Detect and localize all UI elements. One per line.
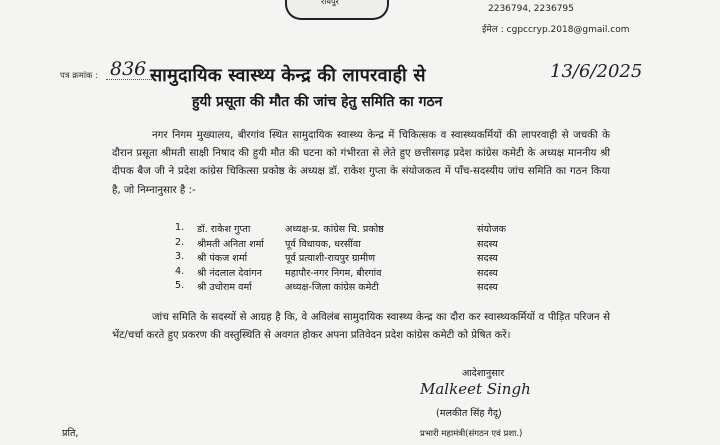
order-text: आदेशानुसार [462,368,505,379]
member-designation: पूर्व विधायक, धरसींवा [285,238,361,250]
member-row [165,280,565,295]
member-role: संयोजक [477,224,507,235]
body-paragraph-2: जांच समिति के सदस्यों से आग्रह है कि, वे अविलंब सामुदायिक स्वास्थ्य केन्द्र का दौरा कर स्वास्थ्यकर्मियों व पीड़ित परिजन से भेंट/चर्चा करते हुए प्रकरण की वस्तुस्थिति से अवगत होकर अपना प्रतिवेदन प्रदेश कांग्रेस कमेटी को प्रेषित करें। [112,312,610,342]
letter-title-line2: हुयी प्रसूता की मौत की जांच हेतु समिति का गठन [192,94,443,110]
member-number: 2. [175,236,185,248]
email-address: ईमेल : cgpccryp.2018@gmail.com [482,25,630,35]
member-role: सदस्य [477,238,498,250]
party-seal [285,0,389,20]
signatory-designation: प्रभारी महामंत्री(संगठन एवं प्रशा.) [420,429,523,439]
member-row [165,222,565,237]
letter-number-value: 836 [110,58,147,80]
member-name: श्री पंकज शर्मा [197,253,248,264]
member-role: सदस्य [477,253,498,264]
letter-number-label: पत्र क्रमांक : [60,71,99,81]
member-name: श्री नंदलाल देवांगन [197,267,262,279]
member-row [165,237,565,252]
member-number: 5. [175,280,185,291]
member-designation: अध्यक्ष-प्र. कांग्रेस चि. प्रकोष्ठ [285,224,384,235]
letter-number-underline [106,79,154,80]
handwritten-signature: Malkeet Singh [420,380,531,398]
body-paragraph-1: नगर निगम मुख्यालय, बीरगांव स्थित सामुदायिक स्वास्थ्य केन्द्र में चिकित्सक व स्वास्थ्यकर्मियों की लापरवाही से जचकी के दौरान प्रसूता श्रीमती साक्षी निषाद की हुयी मौत की घटना को गंभीरता से लेते हुए छत्तीसगढ़ प्रदेश कांग्रेस कमेटी के अध्यक्ष माननीय श्री दीपक बैज जी ने प्रदेश कांग्रेस चिकित्सा प्रकोष्ठ के अध्यक्ष डॉ. राकेश गुप्ता के संयोजकत्व में पाँच-सदस्यीय जांच समिति का गठन किया है, जो निम्नानुसार है :- [112,130,610,196]
member-number: 3. [175,251,185,262]
member-role: सदस्य [477,282,498,293]
member-designation: अध्यक्ष-जिला कांग्रेस कमेटी [285,282,379,293]
member-row [165,266,565,281]
signatory-name: (मलकीत सिंह गैदू) [436,408,502,419]
member-name: श्री उधोराम वर्मा [197,282,252,293]
member-row [165,251,565,266]
seal-text: रायपुर [321,0,339,6]
member-role: सदस्य [477,267,498,279]
letter-title-line1: सामुदायिक स्वास्थ्य केन्द्र की लापरवाही से [150,65,426,86]
phone-numbers: 2236794, 2236795 [488,4,574,14]
member-designation: पूर्व प्रत्याशी-रायपुर ग्रामीण [285,253,376,264]
letter-date-value: 13/6/2025 [550,61,643,82]
member-number: 4. [175,265,185,277]
member-designation: महापौर-नगर निगम, बीरगांव [285,267,382,279]
member-name: श्रीमती अनिता शर्मा [197,238,264,250]
committee-members-list [165,222,565,295]
member-number: 1. [175,222,185,233]
member-name: डॉ. राकेश गुप्ता [197,224,251,235]
copy-to-label: प्रति, [62,428,79,439]
